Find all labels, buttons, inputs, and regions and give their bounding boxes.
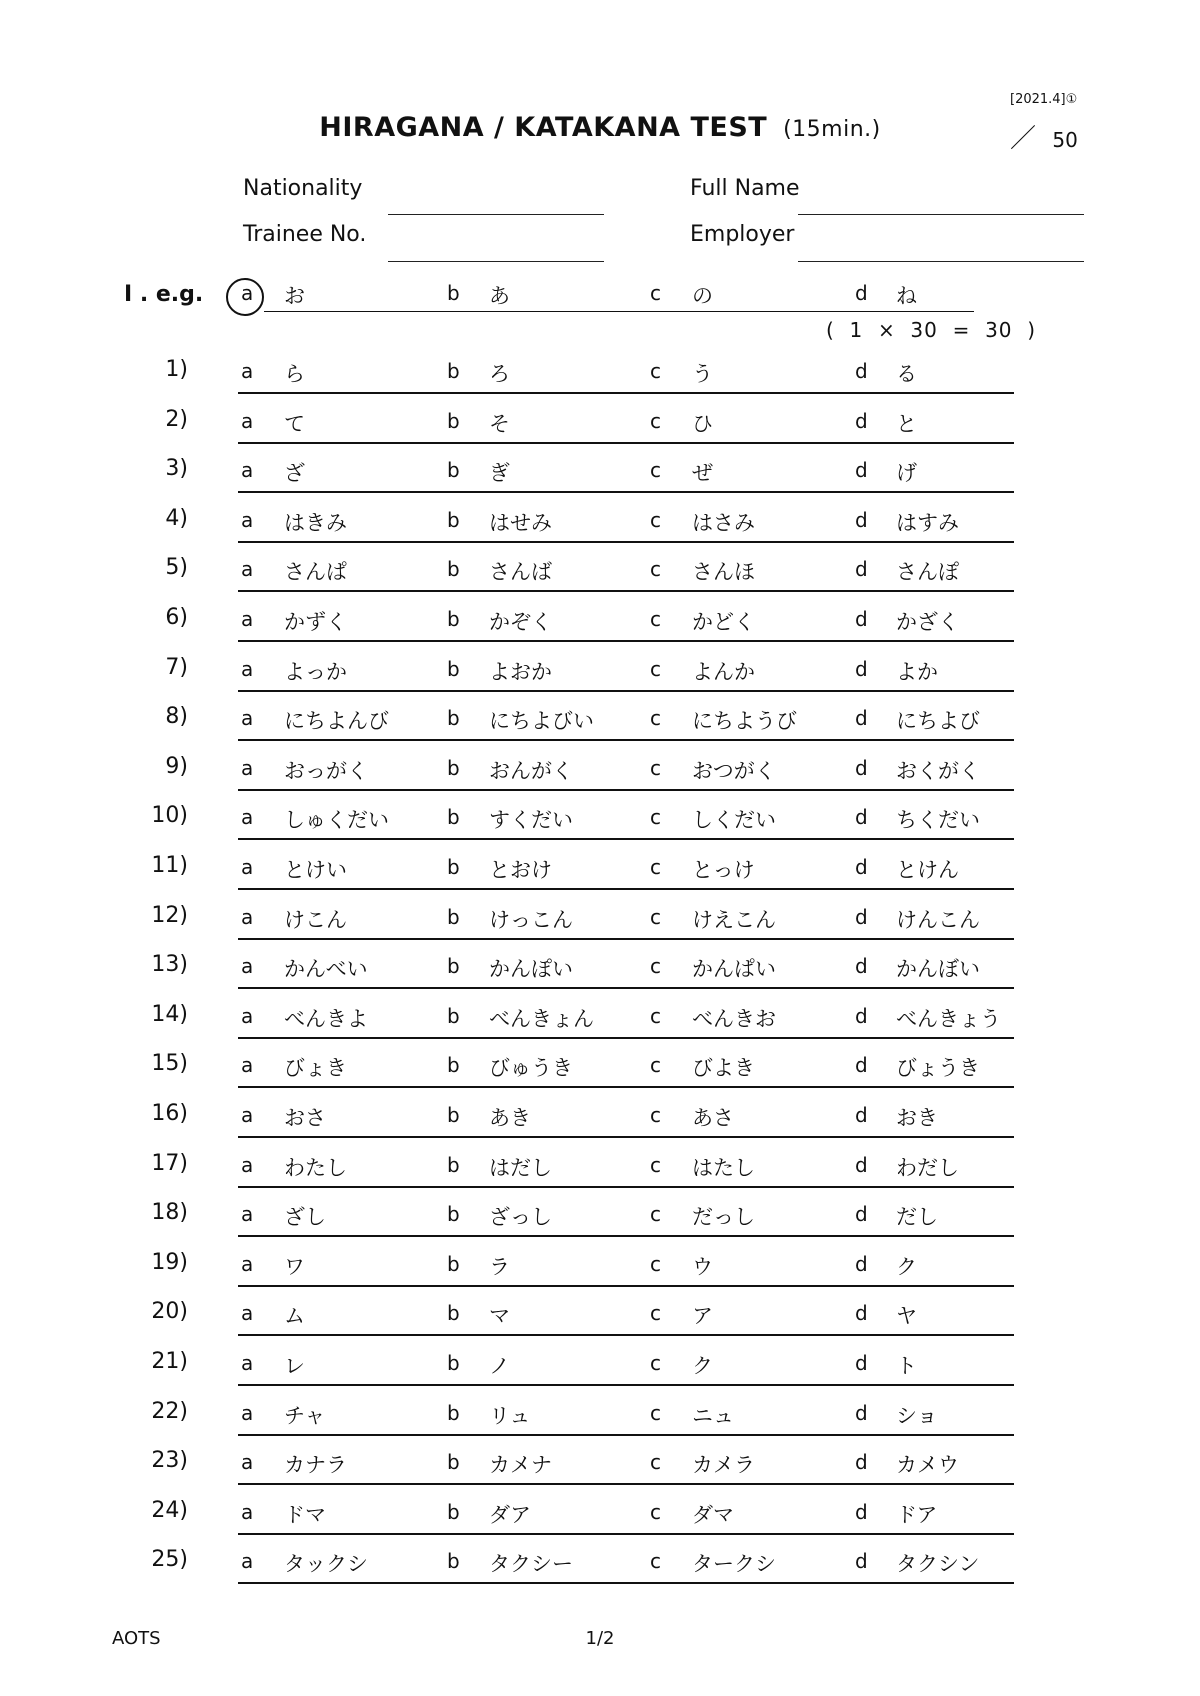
option-letter-d[interactable]: d <box>855 557 868 582</box>
option-d[interactable]: タクシン <box>896 1552 980 1577</box>
option-letter-a[interactable]: a <box>241 855 254 879</box>
option-b[interactable]: よおか <box>489 659 552 684</box>
option-c[interactable]: タークシ <box>692 1552 776 1577</box>
row-divider <box>238 888 1014 890</box>
example-option-c: の <box>692 284 713 308</box>
option-letter-b[interactable]: b <box>447 904 460 929</box>
option-letter-b[interactable]: b <box>447 1103 460 1127</box>
option-letter-a[interactable]: a <box>241 507 254 532</box>
option-letter-a[interactable]: a <box>241 359 254 383</box>
option-b[interactable]: カメナ <box>489 1453 552 1478</box>
question-number: 7) <box>165 654 188 680</box>
option-letter-d[interactable]: d <box>855 755 868 780</box>
option-letter-b[interactable]: b <box>447 706 460 731</box>
option-d[interactable]: とけん <box>896 858 959 882</box>
question-number: 22) <box>151 1398 188 1424</box>
option-letter-b[interactable]: b <box>447 458 460 483</box>
example-letter-a: a <box>241 281 254 305</box>
score-slash: ／ <box>1010 124 1037 154</box>
option-letter-c[interactable]: c <box>650 1450 661 1475</box>
option-b[interactable]: ろ <box>489 362 510 386</box>
option-letter-d[interactable]: d <box>855 408 868 433</box>
option-letter-c[interactable]: c <box>650 1301 661 1326</box>
option-letter-d[interactable]: d <box>855 1549 868 1574</box>
option-a[interactable]: チャ <box>284 1403 326 1428</box>
option-b[interactable]: ノ <box>489 1354 510 1378</box>
option-d[interactable]: おくがく <box>896 758 980 783</box>
option-letter-a[interactable]: a <box>241 656 254 681</box>
option-a[interactable]: びょき <box>284 1056 347 1081</box>
row-divider <box>238 1136 1014 1138</box>
example-letter-d: d <box>855 281 868 305</box>
version-label: [2021.4]① <box>1010 92 1078 107</box>
option-b[interactable]: おんがく <box>489 758 573 783</box>
duration-label: (15min.) <box>783 117 881 142</box>
row-divider <box>238 789 1014 791</box>
option-d[interactable]: にちよび <box>896 709 980 734</box>
option-letter-c[interactable]: c <box>650 755 661 780</box>
option-c[interactable]: はさみ <box>692 510 755 535</box>
row-divider <box>238 938 1014 940</box>
question-number: 5) <box>165 555 188 581</box>
option-letter-d[interactable]: d <box>855 607 868 631</box>
option-d[interactable]: だし <box>896 1205 938 1230</box>
option-b[interactable]: べんきょん <box>489 1006 594 1031</box>
row-divider <box>238 690 1014 692</box>
option-d[interactable]: けんこん <box>896 907 980 932</box>
row-divider <box>238 541 1014 543</box>
option-c[interactable]: カメラ <box>692 1453 755 1478</box>
option-letter-b[interactable]: b <box>447 1003 460 1028</box>
employer-field[interactable] <box>798 261 1084 262</box>
option-letter-d[interactable]: d <box>855 1400 868 1425</box>
option-a[interactable]: カナラ <box>284 1453 347 1478</box>
option-d[interactable]: よか <box>896 659 938 684</box>
example-letter-c: c <box>650 281 661 305</box>
option-c[interactable]: しくだい <box>692 808 776 833</box>
points-label: ( 1 × 30 = 30 ) <box>826 318 1037 342</box>
option-c[interactable]: ぜ <box>692 461 713 486</box>
option-letter-b[interactable]: b <box>447 755 460 780</box>
row-divider <box>238 1384 1014 1386</box>
option-letter-d[interactable]: d <box>855 656 868 681</box>
option-b[interactable]: はだし <box>489 1155 552 1180</box>
option-a[interactable]: さんぱ <box>284 560 347 585</box>
question-number: 10) <box>151 803 188 829</box>
option-a[interactable]: はきみ <box>284 510 347 535</box>
option-b[interactable]: にちよびい <box>489 709 594 734</box>
option-c[interactable]: かどく <box>692 610 755 634</box>
option-letter-b[interactable]: b <box>447 408 460 433</box>
section-label: I . e.g. <box>124 282 204 307</box>
row-divider <box>238 1483 1014 1485</box>
option-letter-a[interactable]: a <box>241 1202 254 1227</box>
option-letter-b[interactable]: b <box>447 557 460 582</box>
option-d[interactable]: ドア <box>896 1502 938 1527</box>
footer-org: AOTS <box>112 1628 161 1649</box>
row-divider <box>238 640 1014 642</box>
option-letter-a[interactable]: a <box>241 755 254 780</box>
row-divider <box>238 590 1014 592</box>
option-letter-a[interactable]: a <box>241 458 254 483</box>
question-number: 15) <box>151 1051 188 1077</box>
option-letter-d[interactable]: d <box>855 1499 868 1524</box>
option-letter-d[interactable]: d <box>855 1003 868 1028</box>
option-letter-d[interactable]: d <box>855 954 868 979</box>
question-number: 21) <box>151 1349 188 1374</box>
option-c[interactable]: だっし <box>692 1205 755 1230</box>
question-number: 11) <box>151 853 188 878</box>
option-b[interactable]: かぞく <box>489 610 552 634</box>
example-option-b: あ <box>489 284 510 308</box>
option-a[interactable]: かんべい <box>284 957 368 982</box>
option-d[interactable]: げ <box>896 461 917 486</box>
question-number: 23) <box>151 1448 188 1474</box>
option-b[interactable]: ダア <box>489 1502 531 1527</box>
option-c[interactable]: ウ <box>692 1254 713 1279</box>
page-number: 1/2 <box>585 1628 615 1649</box>
score-box <box>1010 118 1078 155</box>
option-d[interactable]: べんきょう <box>896 1006 1001 1031</box>
option-b[interactable]: さんば <box>489 560 552 585</box>
option-d[interactable]: カメウ <box>896 1453 959 1478</box>
row-divider <box>238 1285 1014 1287</box>
option-a[interactable]: わたし <box>284 1155 347 1180</box>
option-d[interactable]: はすみ <box>896 510 959 535</box>
row-divider <box>238 1186 1014 1188</box>
option-letter-b[interactable]: b <box>447 607 460 631</box>
option-c[interactable]: ア <box>692 1304 713 1329</box>
option-letter-c[interactable]: c <box>650 1400 661 1425</box>
option-letter-c[interactable]: c <box>650 855 661 879</box>
option-letter-b[interactable]: b <box>447 1202 460 1227</box>
option-d[interactable]: びょうき <box>896 1056 980 1081</box>
option-letter-d[interactable]: d <box>855 1202 868 1227</box>
option-letter-a[interactable]: a <box>241 1301 254 1326</box>
option-letter-c[interactable]: c <box>650 1003 661 1028</box>
full-name-label: Full Name <box>690 176 800 201</box>
option-c[interactable]: にちようび <box>692 709 797 734</box>
option-c[interactable]: かんぱい <box>692 957 776 982</box>
option-b[interactable]: タクシー <box>489 1552 573 1577</box>
question-number: 8) <box>165 704 188 730</box>
question-number: 13) <box>151 952 188 978</box>
option-letter-b[interactable]: b <box>447 1053 460 1078</box>
option-letter-c[interactable]: c <box>650 359 661 383</box>
option-letter-c[interactable]: c <box>650 904 661 929</box>
option-letter-c[interactable]: c <box>650 408 661 433</box>
option-letter-d[interactable]: d <box>855 1152 868 1177</box>
option-letter-c[interactable]: c <box>650 1251 661 1276</box>
option-c[interactable]: はたし <box>692 1155 755 1180</box>
question-number: 4) <box>165 505 188 531</box>
option-letter-d[interactable]: d <box>855 1103 868 1127</box>
option-a[interactable]: て <box>284 411 305 436</box>
option-c[interactable]: ダマ <box>692 1502 734 1527</box>
example-option-d: ね <box>896 284 917 308</box>
option-letter-c[interactable]: c <box>650 656 661 681</box>
option-letter-c[interactable]: c <box>650 1152 661 1177</box>
row-divider <box>238 739 1014 741</box>
option-letter-d[interactable]: d <box>855 458 868 483</box>
option-letter-a[interactable]: a <box>241 1152 254 1177</box>
option-letter-b[interactable]: b <box>447 805 460 830</box>
option-d[interactable]: る <box>896 362 917 386</box>
option-a[interactable]: おっがく <box>284 758 368 783</box>
option-letter-b[interactable]: b <box>447 1351 460 1375</box>
option-letter-a[interactable]: a <box>241 1549 254 1574</box>
option-a[interactable]: ら <box>284 362 305 386</box>
question-number: 14) <box>151 1001 188 1027</box>
option-d[interactable]: ト <box>896 1354 917 1378</box>
option-b[interactable]: けっこん <box>489 907 573 932</box>
question-number: 19) <box>151 1249 188 1275</box>
option-letter-a[interactable]: a <box>241 904 254 929</box>
option-letter-b[interactable]: b <box>447 855 460 879</box>
option-d[interactable]: かんぼい <box>896 957 980 982</box>
title-text: HIRAGANA / KATAKANA TEST <box>319 112 768 143</box>
option-a[interactable]: ドマ <box>284 1502 326 1527</box>
option-letter-a[interactable]: a <box>241 1103 254 1127</box>
row-divider <box>238 1582 1014 1584</box>
option-c[interactable]: よんか <box>692 659 755 684</box>
option-letter-c[interactable]: c <box>650 1549 661 1574</box>
trainee-no-label: Trainee No. <box>243 222 367 247</box>
option-letter-c[interactable]: c <box>650 507 661 532</box>
option-a[interactable]: にちよんび <box>284 709 389 734</box>
option-d[interactable]: ク <box>896 1254 917 1279</box>
option-letter-a[interactable]: a <box>241 557 254 582</box>
option-letter-d[interactable]: d <box>855 855 868 879</box>
option-c[interactable]: ニュ <box>692 1403 734 1428</box>
option-a[interactable]: しゅくだい <box>284 808 389 833</box>
question-number: 9) <box>165 753 188 779</box>
option-letter-c[interactable]: c <box>650 458 661 483</box>
option-letter-d[interactable]: d <box>855 706 868 731</box>
row-divider <box>238 1533 1014 1535</box>
nationality-field[interactable] <box>388 214 604 215</box>
option-b[interactable]: あき <box>489 1106 531 1130</box>
option-c[interactable]: おつがく <box>692 758 776 783</box>
employer-label: Employer <box>690 222 795 247</box>
example-letter-b: b <box>447 281 460 305</box>
option-letter-c[interactable]: c <box>650 706 661 731</box>
option-d[interactable]: ヤ <box>896 1304 917 1329</box>
example-underline <box>264 311 974 312</box>
option-letter-c[interactable]: c <box>650 1351 661 1375</box>
question-number: 16) <box>151 1101 188 1126</box>
option-b[interactable]: ぎ <box>489 461 510 486</box>
option-d[interactable]: ショ <box>896 1403 938 1428</box>
row-divider <box>238 1334 1014 1336</box>
option-letter-b[interactable]: b <box>447 1549 460 1574</box>
option-a[interactable]: よっか <box>284 659 347 684</box>
option-letter-c[interactable]: c <box>650 1202 661 1227</box>
option-letter-d[interactable]: d <box>855 1251 868 1276</box>
trainee-no-field[interactable] <box>388 261 604 262</box>
option-letter-b[interactable]: b <box>447 656 460 681</box>
option-c[interactable]: べんきお <box>692 1006 776 1031</box>
option-letter-c[interactable]: c <box>650 557 661 582</box>
score-total: 50 <box>1052 128 1078 152</box>
option-c[interactable]: とっけ <box>692 858 755 882</box>
option-letter-c[interactable]: c <box>650 805 661 830</box>
option-a[interactable]: かずく <box>284 610 347 634</box>
option-letter-a[interactable]: a <box>241 408 254 433</box>
option-b[interactable]: ざっし <box>489 1205 552 1230</box>
option-letter-b[interactable]: b <box>447 359 460 383</box>
option-a[interactable]: けこん <box>284 907 347 932</box>
option-c[interactable]: さんほ <box>692 560 755 585</box>
option-letter-b[interactable]: b <box>447 1251 460 1276</box>
option-b[interactable]: かんぽい <box>489 957 573 982</box>
option-letter-a[interactable]: a <box>241 607 254 631</box>
question-number: 1) <box>165 357 188 382</box>
question-number: 18) <box>151 1200 188 1226</box>
row-divider <box>238 1037 1014 1039</box>
option-letter-b[interactable]: b <box>447 1152 460 1177</box>
option-a[interactable]: ざし <box>284 1205 326 1230</box>
option-c[interactable]: けえこん <box>692 907 776 932</box>
option-letter-c[interactable]: c <box>650 607 661 631</box>
option-a[interactable]: レ <box>284 1354 305 1378</box>
option-letter-d[interactable]: d <box>855 507 868 532</box>
option-a[interactable]: とけい <box>284 858 347 882</box>
full-name-field[interactable] <box>798 214 1084 215</box>
option-a[interactable]: おさ <box>284 1106 326 1130</box>
option-letter-a[interactable]: a <box>241 805 254 830</box>
question-number: 3) <box>165 456 188 482</box>
nationality-label: Nationality <box>243 176 363 201</box>
question-number: 2) <box>165 406 188 432</box>
option-letter-c[interactable]: c <box>650 1499 661 1524</box>
row-divider <box>238 987 1014 989</box>
option-letter-c[interactable]: c <box>650 1103 661 1127</box>
option-letter-b[interactable]: b <box>447 1301 460 1326</box>
option-b[interactable]: すくだい <box>489 808 573 833</box>
option-letter-d[interactable]: d <box>855 1351 868 1375</box>
option-b[interactable]: そ <box>489 411 510 436</box>
option-b[interactable]: ラ <box>489 1254 510 1279</box>
option-c[interactable]: ひ <box>692 411 713 436</box>
option-d[interactable]: さんぽ <box>896 560 959 585</box>
option-letter-a[interactable]: a <box>241 1251 254 1276</box>
question-number: 12) <box>151 902 188 928</box>
option-letter-b[interactable]: b <box>447 1400 460 1425</box>
option-letter-b[interactable]: b <box>447 507 460 532</box>
row-divider <box>238 442 1014 444</box>
option-letter-d[interactable]: d <box>855 805 868 830</box>
option-letter-d[interactable]: d <box>855 359 868 383</box>
row-divider <box>238 1235 1014 1237</box>
option-a[interactable]: ワ <box>284 1254 305 1279</box>
option-b[interactable]: とおけ <box>489 858 552 882</box>
option-c[interactable]: う <box>692 362 713 386</box>
option-a[interactable]: ざ <box>284 461 305 486</box>
row-divider <box>238 1434 1014 1436</box>
option-letter-a[interactable]: a <box>241 1450 254 1475</box>
question-number: 20) <box>151 1299 188 1325</box>
option-d[interactable]: と <box>896 411 917 436</box>
option-letter-a[interactable]: a <box>241 1400 254 1425</box>
option-letter-d[interactable]: d <box>855 1053 868 1078</box>
option-d[interactable]: おき <box>896 1106 938 1130</box>
row-divider <box>238 491 1014 493</box>
row-divider <box>238 838 1014 840</box>
option-c[interactable]: びよき <box>692 1056 755 1081</box>
row-divider <box>238 1086 1014 1088</box>
option-letter-c[interactable]: c <box>650 1053 661 1078</box>
option-b[interactable]: マ <box>489 1304 510 1329</box>
option-d[interactable]: わだし <box>896 1155 959 1180</box>
option-letter-a[interactable]: a <box>241 1351 254 1375</box>
option-letter-b[interactable]: b <box>447 1499 460 1524</box>
option-a[interactable]: ム <box>284 1304 305 1329</box>
option-d[interactable]: かざく <box>896 610 959 634</box>
option-letter-d[interactable]: d <box>855 1301 868 1326</box>
option-letter-b[interactable]: b <box>447 1450 460 1475</box>
example-option-a: お <box>284 284 305 308</box>
option-b[interactable]: リュ <box>489 1403 531 1428</box>
option-letter-d[interactable]: d <box>855 1450 868 1475</box>
option-b[interactable]: びゅうき <box>489 1056 573 1081</box>
option-letter-a[interactable]: a <box>241 1003 254 1028</box>
question-number: 17) <box>151 1150 188 1176</box>
option-letter-d[interactable]: d <box>855 904 868 929</box>
option-letter-c[interactable]: c <box>650 954 661 979</box>
option-letter-a[interactable]: a <box>241 1053 254 1078</box>
option-a[interactable]: タックシ <box>284 1552 368 1577</box>
option-b[interactable]: はせみ <box>489 510 552 535</box>
option-letter-a[interactable]: a <box>241 954 254 979</box>
option-d[interactable]: ちくだい <box>896 808 980 833</box>
option-letter-b[interactable]: b <box>447 954 460 979</box>
question-number: 25) <box>151 1547 188 1573</box>
question-number: 6) <box>165 605 188 630</box>
option-letter-a[interactable]: a <box>241 1499 254 1524</box>
option-c[interactable]: ク <box>692 1354 713 1378</box>
row-divider <box>238 392 1014 394</box>
option-a[interactable]: べんきよ <box>284 1006 368 1031</box>
question-number: 24) <box>151 1497 188 1523</box>
option-c[interactable]: あさ <box>692 1106 734 1130</box>
option-letter-a[interactable]: a <box>241 706 254 731</box>
